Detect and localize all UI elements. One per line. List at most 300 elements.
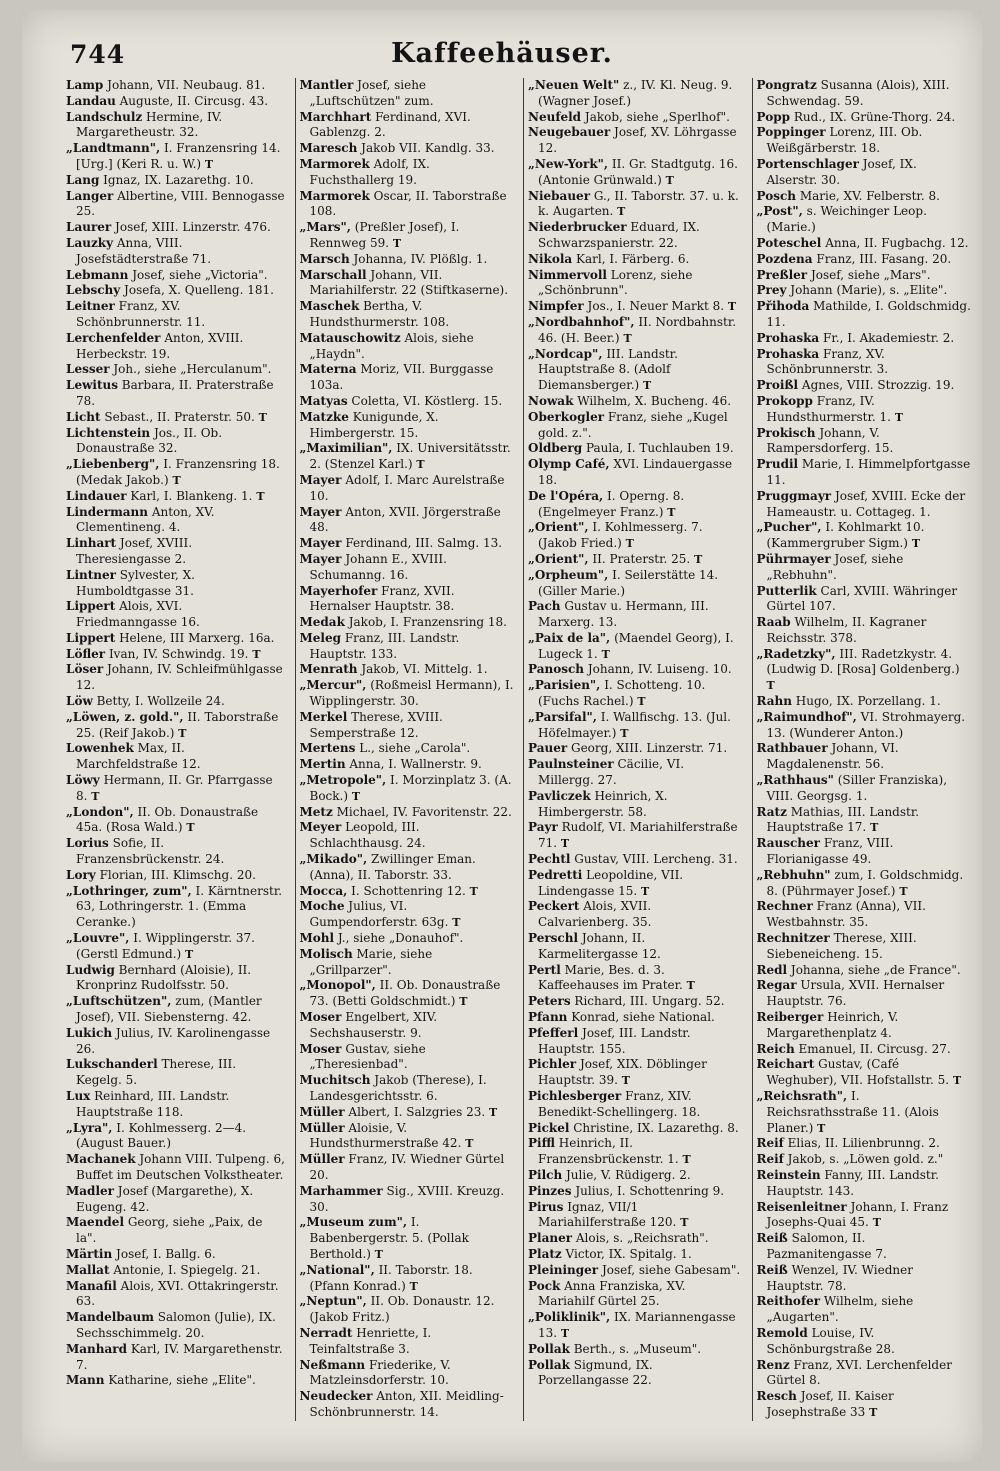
entry-name: Materna xyxy=(299,362,357,377)
entry-name: „Orient", xyxy=(528,551,589,566)
telephone-icon: T xyxy=(637,695,646,709)
directory-entry xyxy=(300,884,515,900)
telephone-icon: T xyxy=(621,1074,630,1088)
entry-name: Pechtl xyxy=(528,852,571,867)
directory-entry xyxy=(66,836,286,868)
directory-entry xyxy=(66,220,286,236)
entry-name: Marmorek xyxy=(299,188,370,203)
entry-name: Manafil xyxy=(66,1278,117,1293)
entry-name: Rechner xyxy=(756,899,813,914)
entry-details: Bertha, V. Hundsthurmerstr. 108. xyxy=(309,299,450,329)
telephone-icon: T xyxy=(469,884,478,898)
directory-entry xyxy=(66,884,286,931)
telephone-icon: T xyxy=(392,236,402,250)
directory-entry xyxy=(757,978,972,1010)
entry-name: Oldberg xyxy=(528,441,583,456)
directory-entry xyxy=(66,599,286,631)
entry-name: Pfefferl xyxy=(528,1025,579,1040)
entry-details: Marie, I. Himmelpfortgasse 11. xyxy=(766,457,971,487)
telephone-icon: T xyxy=(186,821,195,835)
entry-details: Wilhelm, II. Kagraner Reichsstr. 378. xyxy=(766,615,927,645)
directory-entry xyxy=(528,1168,743,1184)
column-1 xyxy=(66,78,289,1421)
entry-name: „Landtmann", xyxy=(66,141,161,156)
entry-details: Marie, Bes. d. 3. Kaffeehauses im Prater. xyxy=(538,962,683,993)
entry-name: Mertin xyxy=(299,757,346,772)
entry-details: Franz, III. Landstr. Hauptstr. 133. xyxy=(309,630,460,661)
directory-entry xyxy=(528,568,743,600)
entry-details: Reinhard, III. Landstr. Hauptstraße 118. xyxy=(76,1089,230,1119)
telephone-icon: T xyxy=(172,473,181,487)
entry-name: Löwy xyxy=(66,773,100,788)
directory-entry xyxy=(66,78,286,94)
entry-name: Landau xyxy=(66,93,116,108)
entry-details: Johann, VII. Mariahilferstr. 22 (Stiftkaserne). xyxy=(309,267,509,298)
entry-name: De l'Opéra, xyxy=(528,488,604,503)
entry-details: Anton, XV. Clementineng. 4. xyxy=(76,504,215,535)
directory-entry xyxy=(66,568,286,600)
entry-name: Pock xyxy=(528,1278,561,1293)
directory-entry xyxy=(528,1026,743,1058)
telephone-icon: T xyxy=(256,489,265,503)
entry-name: Merkel xyxy=(299,709,348,724)
entry-name: Peckert xyxy=(528,899,580,914)
entry-details: XVI. Lindauergasse 18. xyxy=(538,457,733,487)
entry-name: Renz xyxy=(756,1357,790,1372)
directory-entry xyxy=(757,710,972,742)
entry-details: IX. Universitätsstr. 2. (Stenzel Karl.) xyxy=(309,441,511,472)
entry-details: Ferdinand, III. Salmg. 13. xyxy=(341,536,503,551)
entry-name: Raab xyxy=(756,615,791,630)
directory-entry xyxy=(66,1263,286,1279)
telephone-icon: T xyxy=(91,789,100,803)
entry-name: Maresch xyxy=(299,141,358,156)
telephone-icon: T xyxy=(623,331,632,345)
entry-details: Wilhelm, X. Bucheng. 46. xyxy=(573,393,732,408)
entry-details: Johann (Marie), s. „Elite". xyxy=(786,283,948,298)
entry-details: Michael, IV. Favoritenstr. 22. xyxy=(332,804,512,819)
directory-entry xyxy=(528,441,743,457)
entry-name: Niederbrucker xyxy=(528,220,627,235)
page-number: 744 xyxy=(70,40,126,69)
entry-details: I. Kärntnerstr. 63, Lothringerstr. 1. (Emma Ceranke.) xyxy=(76,883,283,930)
directory-entry xyxy=(300,1042,515,1074)
entry-name: Matzke xyxy=(299,409,349,424)
entry-name: Mohl xyxy=(299,931,335,946)
entry-name: „Metropole", xyxy=(299,773,387,788)
directory-entry xyxy=(300,441,515,473)
entry-details: Josef, III. Landstr. Hauptstr. 155. xyxy=(538,1025,691,1056)
directory-entry xyxy=(528,741,743,757)
entry-details: III. Landstr. Hauptstraße 8. (Adolf Diemansberger.) xyxy=(538,346,678,393)
telephone-icon: T xyxy=(258,410,267,424)
column-4 xyxy=(752,78,975,1421)
entry-name: Poteschel xyxy=(756,235,822,250)
page-header xyxy=(22,34,982,80)
directory-entry xyxy=(300,362,515,394)
entry-details: Franz, XV. Schönbrunnerstr. 11. xyxy=(76,299,206,329)
entry-details: Jos., I. Neuer Markt 8. xyxy=(583,299,725,314)
entry-details: s. Weichinger Leop. (Marie.) xyxy=(766,204,927,235)
entry-details: Jakob, s. „Löwen gold. z." xyxy=(783,1152,944,1167)
entry-details: Anton, XVIII. Herbeckstr. 19. xyxy=(76,330,244,361)
directory-entry xyxy=(528,757,743,789)
entry-details: Karl, I. Färberg. 6. xyxy=(572,251,690,266)
directory-entry xyxy=(66,1215,286,1247)
entry-name: Niebauer xyxy=(528,188,591,203)
entry-details: Jos., II. Ob. Donaustraße 32. xyxy=(76,425,223,456)
directory-entry xyxy=(300,299,515,331)
entry-details: Karl, IV. Margarethenstr. 7. xyxy=(76,1341,283,1372)
directory-entry xyxy=(66,489,286,505)
entry-name: Lippert xyxy=(66,630,116,645)
entry-details: Helene, III Marxerg. 16a. xyxy=(115,630,275,645)
entry-details: Georg, XIII. Linzerstr. 71. xyxy=(567,741,728,756)
directory-entry xyxy=(300,331,515,363)
directory-entry xyxy=(757,426,972,458)
directory-entry xyxy=(66,362,286,378)
entry-details: Rud., IX. Grüne-Thorg. 24. xyxy=(790,109,956,124)
entry-name: Neudecker xyxy=(299,1389,373,1404)
entry-details: Josef, siehe „Mars". xyxy=(807,267,931,282)
entry-name: Pirus xyxy=(528,1199,564,1214)
directory-entry xyxy=(757,1200,972,1232)
directory-entry xyxy=(300,1121,515,1153)
entry-details: Josef, XVIII. Ecke der Hameaustr. u. Cottageg. 1. xyxy=(766,488,966,519)
entry-details: Cäcilie, VI. Millergg. 27. xyxy=(538,757,685,788)
entry-name: Metz xyxy=(299,804,333,819)
directory-entry xyxy=(66,1373,286,1389)
entry-name: Pickel xyxy=(528,1120,570,1135)
entry-name: „Lothringer, zum", xyxy=(66,883,192,898)
entry-name: Medak xyxy=(299,615,345,630)
entry-details: Gustav, siehe „Theresienbad". xyxy=(309,1041,426,1072)
entry-details: Louise, IV. Schönburgstraße 28. xyxy=(766,1325,895,1356)
entry-name: Meyer xyxy=(299,820,342,835)
entry-details: Anna, VIII. Josefstädterstraße 71. xyxy=(76,235,212,266)
telephone-icon: T xyxy=(452,916,461,930)
directory-entry xyxy=(757,204,972,236)
entry-name: Reif xyxy=(756,1152,784,1167)
entry-details: L., siehe „Carola". xyxy=(355,741,471,756)
entry-name: Mayer xyxy=(299,472,342,487)
entry-name: Reisenleitner xyxy=(756,1199,847,1214)
entry-name: Müller xyxy=(299,1152,345,1167)
entry-name: „Raimundhof", xyxy=(756,709,857,724)
directory-entry xyxy=(528,662,743,678)
entry-details: Moriz, VII. Burggasse 103a. xyxy=(309,362,494,393)
entry-details: Anna Franziska, XV. Mariahilf Gürtel 25. xyxy=(538,1278,686,1309)
entry-name: Pruggmayr xyxy=(756,488,832,503)
entry-name: Mandelbaum xyxy=(66,1310,154,1325)
directory-entry xyxy=(528,299,743,315)
entry-details: II. Ob. Donaustraße 45a. (Rosa Wald.) xyxy=(76,804,259,835)
directory-entry xyxy=(300,1073,515,1105)
entry-details: Wenzel, IV. Wiedner Hauptstr. 78. xyxy=(766,1262,913,1293)
telephone-icon: T xyxy=(869,1405,878,1419)
page-title: Kaffeehäuser. xyxy=(391,38,613,69)
entry-name: Panosch xyxy=(528,662,584,677)
directory-entry xyxy=(300,536,515,552)
entry-details: (Preßler Josef), I. Rennweg 59. xyxy=(309,220,460,250)
entry-details: Agnes, VIII. Strozzig. 19. xyxy=(798,378,955,393)
telephone-icon: T xyxy=(694,552,703,566)
telephone-icon: T xyxy=(560,1326,570,1340)
directory-entry xyxy=(300,78,515,110)
directory-entry xyxy=(66,931,286,963)
entry-name: Moser xyxy=(299,1010,342,1025)
entry-details: II. Praterstr. 25. xyxy=(588,551,691,566)
entry-details: Julius, I. Schottenring 9. xyxy=(571,1183,725,1198)
entry-name: Portenschlager xyxy=(756,156,859,171)
entry-details: Josef, XIX. Döblinger Hauptstr. 39. xyxy=(538,1057,707,1088)
directory-entry xyxy=(66,647,286,663)
entry-name: „Rebhuhn" xyxy=(756,867,831,882)
entry-name: Ratz xyxy=(756,804,787,819)
directory-entry xyxy=(528,789,743,821)
entry-name: „Löwen, z. gold.", xyxy=(66,709,184,724)
directory-entry xyxy=(757,1294,972,1326)
entry-details: Gustav u. Hermann, III. Marxerg. 13. xyxy=(538,599,709,630)
entry-details: Susanna (Alois), XIII. Schwendag. 59. xyxy=(766,78,950,108)
directory-entry xyxy=(300,1105,515,1121)
entry-name: „National", xyxy=(299,1262,375,1277)
entry-name: Rahn xyxy=(756,694,792,709)
directory-entry xyxy=(528,899,743,931)
entry-details: Johann, VI. Magdalenenstr. 56. xyxy=(766,741,899,772)
directory-entry xyxy=(757,741,972,773)
directory-entry xyxy=(300,1263,515,1295)
entry-name: Langer xyxy=(66,188,114,203)
directory-entry xyxy=(528,1342,743,1358)
entry-details: Josef, II. Kaiser Josephstraße 33 xyxy=(766,1389,894,1419)
directory-entry xyxy=(66,710,286,742)
entry-details: Gustav, VIII. Lercheng. 31. xyxy=(570,852,738,867)
entry-details: Lorenz, III. Ob. Weißgärberstr. 18. xyxy=(766,125,923,156)
entry-name: „Paix de la", xyxy=(528,630,611,645)
entry-name: „New-York", xyxy=(528,156,609,171)
entry-details: G., II. Taborstr. 37. u. k. k. Augarten. xyxy=(538,188,739,219)
entry-name: Reiberger xyxy=(756,1010,824,1025)
directory-entry xyxy=(528,489,743,521)
directory-entry xyxy=(528,315,743,347)
entry-details: z., IV. Kl. Neug. 9. (Wagner Josef.) xyxy=(538,78,733,108)
directory-entry xyxy=(528,189,743,221)
entry-name: „Mars", xyxy=(299,220,351,235)
entry-name: Popp xyxy=(756,109,790,124)
entry-details: Elias, II. Lilienbrunng. 2. xyxy=(783,1136,940,1151)
entry-name: Remold xyxy=(756,1325,808,1340)
directory-entry xyxy=(66,662,286,694)
entry-details: Josef (Margarethe), X. Eugeng. 42. xyxy=(76,1183,254,1214)
directory-entry xyxy=(66,268,286,284)
column-3 xyxy=(523,78,746,1421)
entry-name: Reiß xyxy=(756,1231,788,1246)
entry-details: Johann VIII. Tulpeng. 6, Buffet im Deutschen Volkstheater. xyxy=(76,1152,285,1182)
telephone-icon: T xyxy=(870,821,879,835)
entry-name: Oberkogler xyxy=(528,409,605,424)
telephone-icon: T xyxy=(374,1247,383,1261)
directory-entry xyxy=(300,505,515,537)
telephone-icon: T xyxy=(872,1216,881,1230)
telephone-icon: T xyxy=(680,1216,689,1230)
entry-name: „Luftschützen", xyxy=(66,994,172,1009)
entry-details: Marie, XV. Felberstr. 8. xyxy=(796,188,940,203)
entry-name: Pleininger xyxy=(528,1262,599,1277)
telephone-icon: T xyxy=(682,1153,691,1167)
entry-name: Prohaska xyxy=(756,330,820,345)
directory-entry xyxy=(528,852,743,868)
entry-details: Ferdinand, XVI. Gablenzg. 2. xyxy=(309,109,471,140)
directory-entry xyxy=(66,1057,286,1089)
directory-entry xyxy=(300,899,515,931)
directory-entry xyxy=(528,1263,743,1279)
entry-name: Ludwig xyxy=(66,962,115,977)
directory-entry xyxy=(300,252,515,268)
directory-entry xyxy=(528,599,743,631)
directory-entry xyxy=(528,220,743,252)
directory-entry xyxy=(528,1247,743,1263)
entry-details: Josef, siehe Gabesam". xyxy=(598,1262,741,1277)
entry-name: Matyas xyxy=(299,393,348,408)
entry-details: Jakob VII. Kandlg. 33. xyxy=(357,141,495,156)
entry-details: Karl, I. Blankeng. 1. xyxy=(126,488,253,503)
entry-details: Therese, III. Kegelg. 5. xyxy=(76,1057,237,1088)
entry-name: Mayer xyxy=(299,551,342,566)
directory-entry xyxy=(66,1342,286,1374)
entry-name: Marschall xyxy=(299,267,367,282)
entry-name: „Parsifal", xyxy=(528,709,597,724)
directory-entry xyxy=(757,189,972,205)
directory-entry xyxy=(757,110,972,126)
directory-entry xyxy=(528,1089,743,1121)
directory-entry xyxy=(757,963,972,979)
directory-entry xyxy=(300,1326,515,1358)
entry-name: Mallat xyxy=(66,1262,110,1277)
entry-name: Prudil xyxy=(756,457,799,472)
telephone-icon: T xyxy=(911,537,921,551)
directory-page xyxy=(22,10,982,1462)
directory-entry xyxy=(66,189,286,221)
telephone-icon: T xyxy=(643,379,652,393)
entry-details: Sylvester, X. Humboldtgasse 31. xyxy=(76,567,195,598)
directory-entry xyxy=(528,931,743,963)
entry-details: Carl, XVIII. Währinger Gürtel 107. xyxy=(766,583,958,614)
entry-details: Julius, VI. Gumpendorferstr. 63g. xyxy=(309,899,449,930)
entry-name: Poppinger xyxy=(756,125,826,140)
directory-entry xyxy=(528,710,743,742)
entry-details: I. Seilerstätte 14. (Giller Marie.) xyxy=(538,567,719,598)
entry-details: IX. Mariannengasse 13. xyxy=(538,1310,736,1340)
directory-entry xyxy=(300,741,515,757)
directory-entry xyxy=(300,662,515,678)
entry-details: J., siehe „Donauhof". xyxy=(334,931,464,946)
entry-details: Alois, siehe „Haydn". xyxy=(309,330,474,361)
entry-details: Zwillinger Eman. (Anna), II. Taborstr. 33. xyxy=(309,852,476,882)
entry-name: „Maximilian", xyxy=(299,441,393,456)
entry-name: Pührmayer xyxy=(756,551,831,566)
entry-details: Franz, IV. Wiedner Gürtel 20. xyxy=(309,1152,505,1182)
entry-details: Sigmund, IX. Porzellangasse 22. xyxy=(538,1357,653,1388)
entry-name: Pichlesberger xyxy=(528,1089,622,1103)
directory-entry xyxy=(757,1358,972,1390)
directory-entry xyxy=(66,299,286,331)
entry-name: Neugebauer xyxy=(528,125,611,140)
telephone-icon: T xyxy=(601,647,610,661)
directory-entry xyxy=(300,584,515,616)
directory-entry xyxy=(300,1294,515,1326)
entry-name: Müller xyxy=(299,1104,345,1119)
entry-name: Lukich xyxy=(66,1025,113,1040)
telephone-icon: T xyxy=(252,647,261,661)
entry-details: (Roßmeisl Hermann), I. Wipplingerstr. 30. xyxy=(309,678,514,709)
directory-entry xyxy=(528,678,743,710)
entry-name: Payr xyxy=(528,820,558,835)
directory-entry xyxy=(757,252,972,268)
directory-entry xyxy=(66,505,286,537)
directory-entry xyxy=(300,157,515,189)
entry-name: Pollak xyxy=(528,1357,570,1372)
entry-name: Olymp Café, xyxy=(528,457,610,472)
directory-entry xyxy=(528,268,743,300)
directory-entry xyxy=(757,868,972,900)
directory-entry xyxy=(300,110,515,142)
directory-entry xyxy=(66,94,286,110)
directory-entry xyxy=(300,552,515,584)
directory-entry xyxy=(757,1152,972,1168)
entry-name: Lichtenstein xyxy=(66,425,151,440)
directory-entry xyxy=(66,1152,286,1184)
directory-entry xyxy=(757,552,972,584)
entry-name: Pinzes xyxy=(528,1183,572,1198)
entry-name: Marchhart xyxy=(299,109,372,124)
directory-entry xyxy=(300,852,515,884)
entry-name: Mertens xyxy=(299,741,356,756)
directory-entry xyxy=(757,378,972,394)
entry-details: I. Schotteng. 10. (Fuchs Rachel.) xyxy=(538,678,706,709)
entry-details: Johann, IV. Luiseng. 10. xyxy=(584,662,732,677)
entry-details: II. Taborstr. 18. (Pfann Konrad.) xyxy=(309,1262,473,1293)
entry-name: Pollak xyxy=(528,1341,570,1356)
entry-details: Adolf, IX. Fuchsthallerg 19. xyxy=(309,156,430,187)
entry-name: „Lyra", xyxy=(66,1120,113,1135)
directory-entry xyxy=(757,899,972,931)
entry-details: Friederike, V. Matzleinsdorferstr. 10. xyxy=(309,1357,451,1388)
entry-name: Lebmann xyxy=(66,267,129,282)
entry-name: „Pucher", xyxy=(756,520,822,535)
entry-details: Fr., I. Akademiestr. 2. xyxy=(819,330,955,345)
entry-name: „Orpheum", xyxy=(528,567,609,582)
entry-details: Paula, I. Tuchlauben 19. xyxy=(582,441,734,456)
directory-entry xyxy=(300,268,515,300)
entry-name: Maendel xyxy=(66,1215,125,1230)
entry-details: Alois, s. „Reichsrath". xyxy=(572,1231,709,1246)
entry-name: „Post", xyxy=(756,204,803,219)
entry-name: Leitner xyxy=(66,299,115,314)
directory-entry xyxy=(528,631,743,663)
entry-name: Piffl xyxy=(528,1136,555,1151)
telephone-icon: T xyxy=(686,979,695,993)
entry-details: I. Wipplingerstr. 37. (Gerstl Edmund.) xyxy=(76,931,255,961)
entry-details: Hermine, IV. Margaretheustr. 32. xyxy=(76,109,223,140)
entry-name: Reithofer xyxy=(756,1294,821,1309)
entry-name: Molisch xyxy=(299,946,353,961)
entry-details: Sofie, II. Franzensbrückenstr. 24. xyxy=(76,836,225,867)
entry-details: I. Babenbergerstr. 5. (Pollak Berthold.) xyxy=(309,1215,469,1261)
entry-name: „London", xyxy=(66,804,134,819)
telephone-icon: T xyxy=(459,995,468,1009)
directory-entry xyxy=(300,1215,515,1262)
